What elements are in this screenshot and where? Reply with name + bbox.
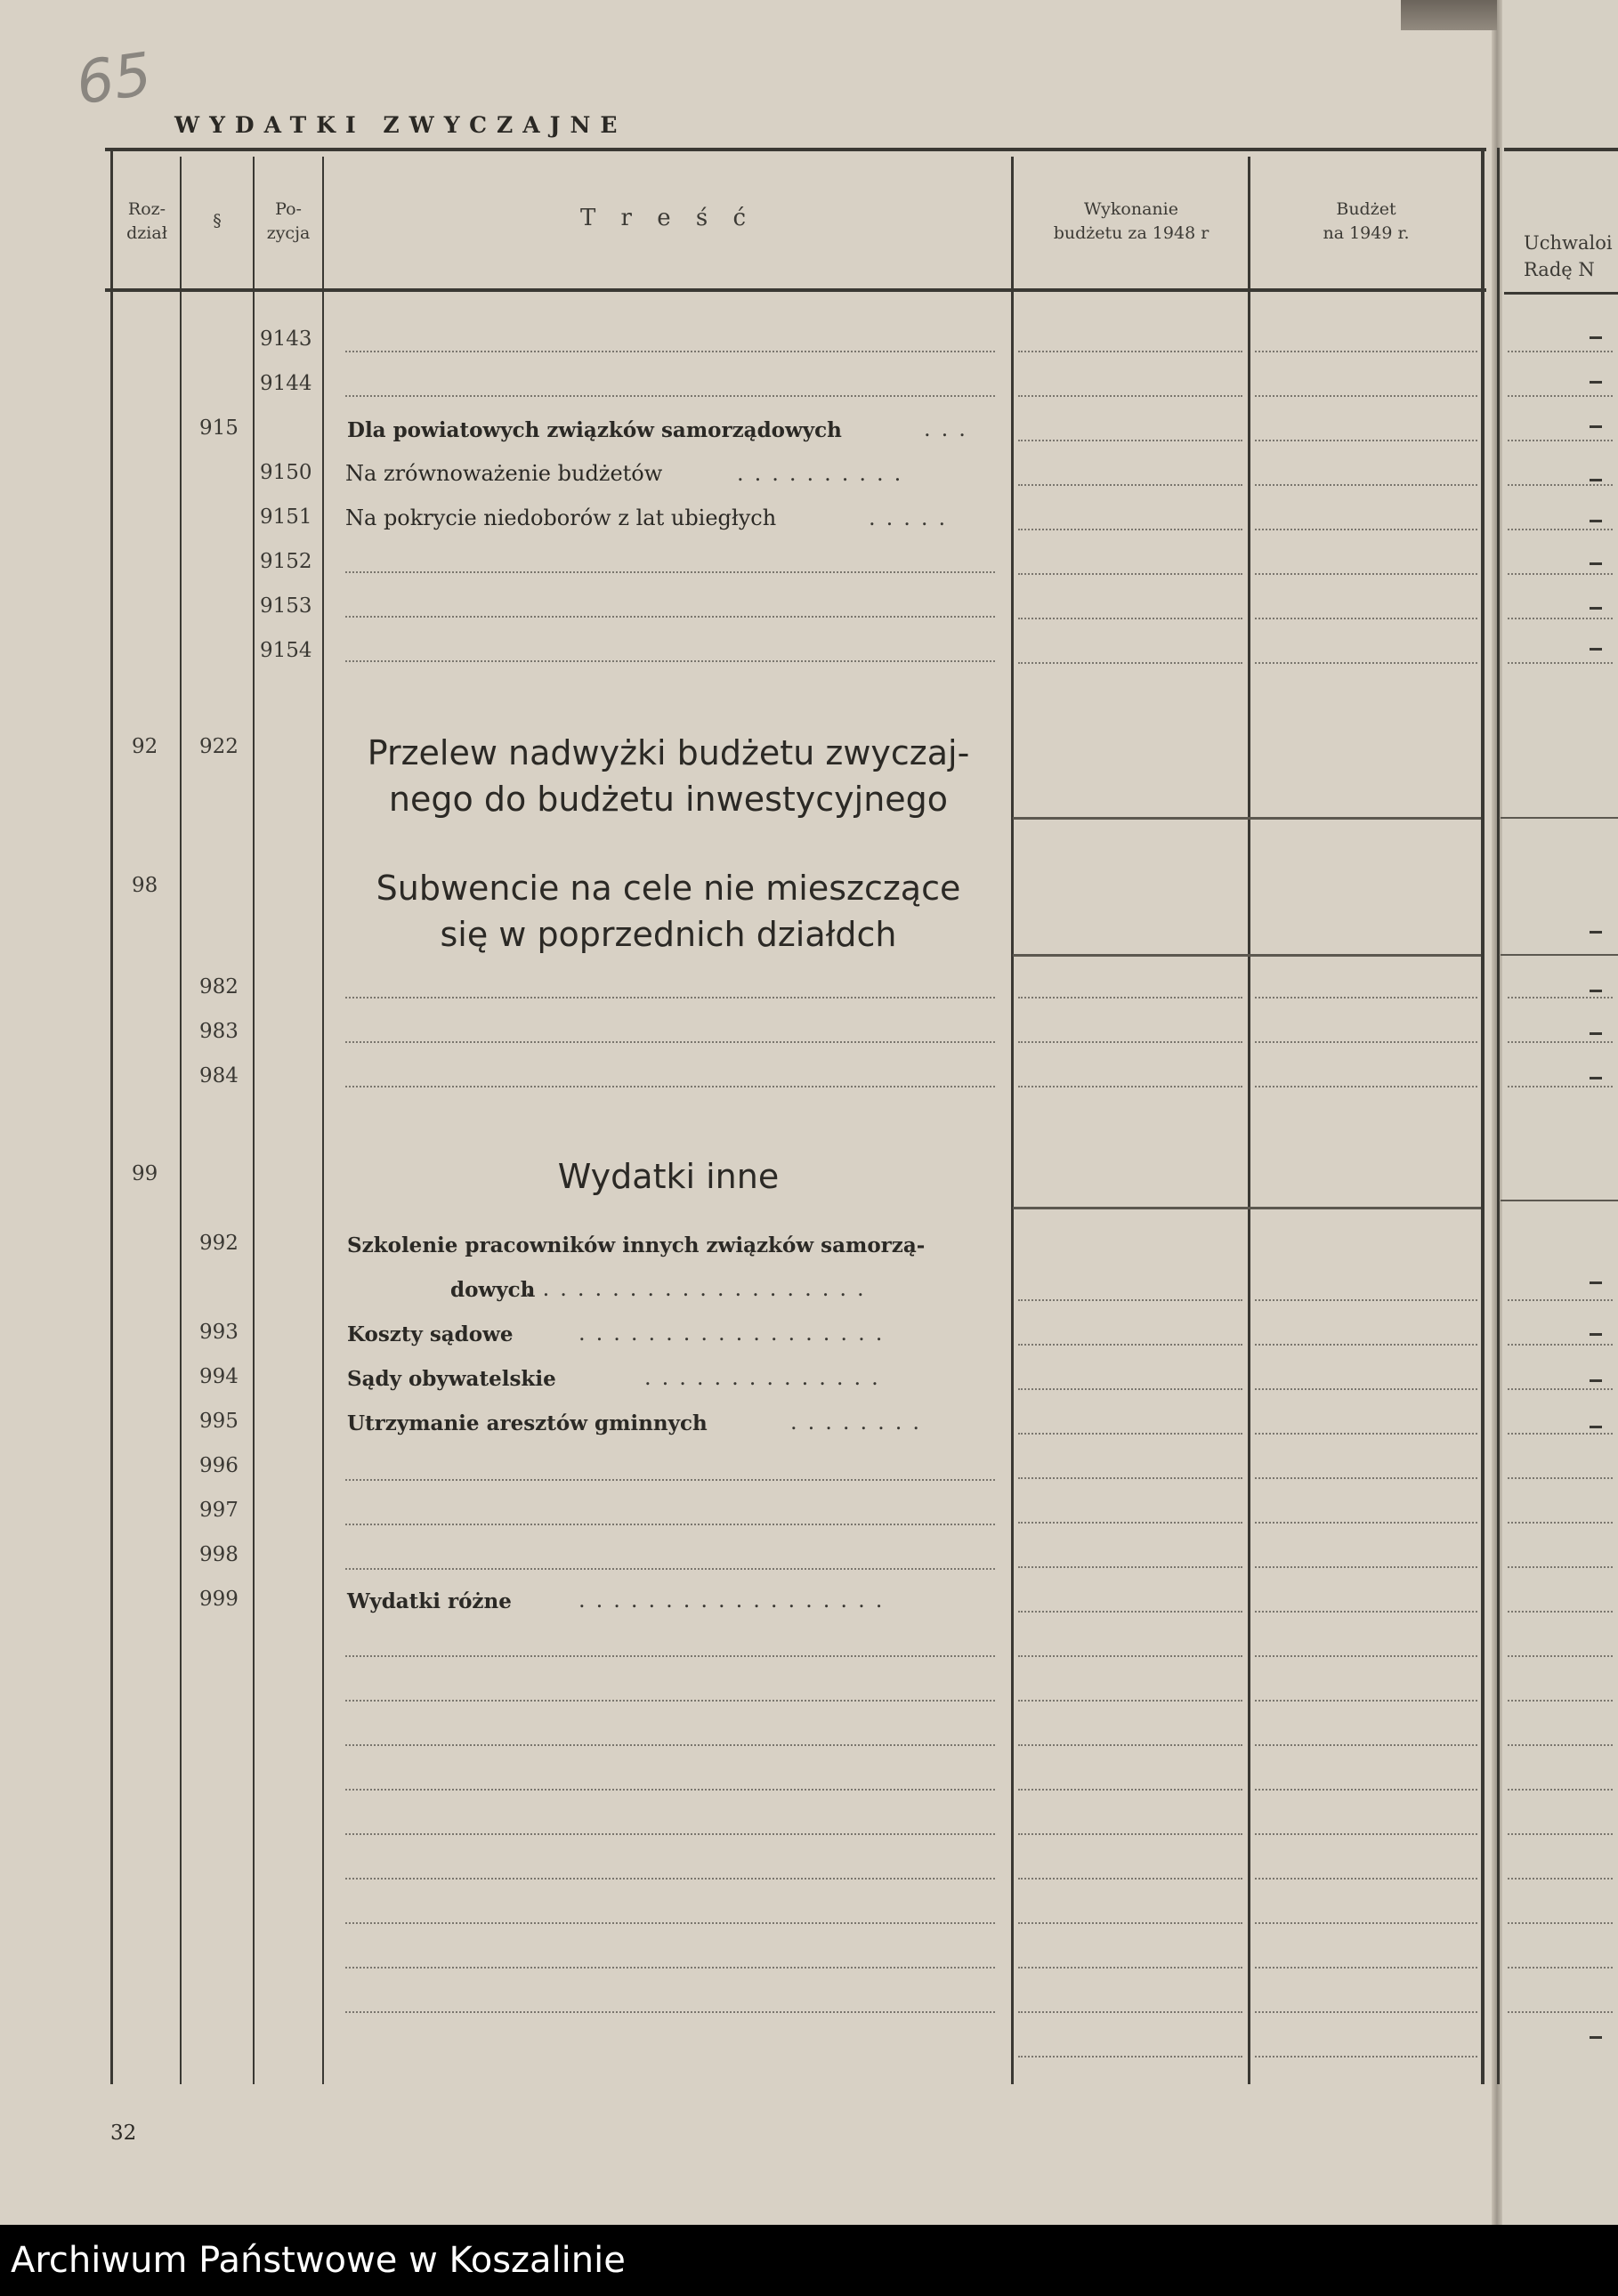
val-rule (1255, 1477, 1477, 1479)
val-rule (1255, 1433, 1477, 1435)
val-rule (1018, 1041, 1242, 1043)
right-rule (1508, 484, 1613, 486)
right-section-98-rule (1501, 954, 1618, 956)
val-rule (1018, 662, 1242, 664)
rule-blank-6 (345, 1878, 995, 1880)
val-rule (1018, 1388, 1242, 1390)
dash-mark (1590, 1426, 1602, 1428)
row-994-text: Sądy obywatelskie (347, 1367, 556, 1391)
pozycja-9154: 9154 (260, 639, 312, 662)
val-rule (1255, 2011, 1477, 2013)
val-rule (1255, 1611, 1477, 1613)
val-rule (1018, 351, 1242, 352)
right-rule (1508, 997, 1613, 998)
rozdzial-98: 98 (132, 874, 158, 897)
paragraf-994: 994 (199, 1365, 239, 1388)
val-rule (1018, 1655, 1242, 1657)
right-rule (1508, 1833, 1613, 1835)
val-rule (1018, 1744, 1242, 1746)
pozycja-9144: 9144 (260, 372, 312, 395)
header-uchwalono: Uchwaloi Radę N (1524, 232, 1613, 280)
handwritten-page-number: 65 (72, 39, 156, 118)
pozycja-9143: 9143 (260, 327, 312, 351)
col-line-6 (1481, 148, 1485, 2084)
right-rule (1508, 1344, 1613, 1346)
val-rule (1018, 1789, 1242, 1791)
dash-mark (1590, 2036, 1602, 2039)
rule-9144 (345, 395, 995, 397)
paragraf-915: 915 (199, 416, 239, 440)
val-rule (1255, 529, 1477, 530)
val-rule (1255, 1344, 1477, 1346)
right-section-99-rule (1501, 1200, 1618, 1201)
col-line-7 (1497, 148, 1500, 2084)
right-rule (1508, 1388, 1613, 1390)
val-rule (1255, 1833, 1477, 1835)
dash-mark (1590, 931, 1602, 934)
right-rule (1508, 1967, 1613, 1969)
row-992-text: Szkolenie pracowników innych związków samorzą- (347, 1233, 926, 1257)
binding-edge (1401, 0, 1497, 30)
val-rule (1255, 1086, 1477, 1087)
val-rule (1018, 2056, 1242, 2058)
leader-dots: .......... (737, 461, 912, 486)
paragraf-984: 984 (199, 1064, 239, 1087)
header-tresc: T r e ś ć (579, 205, 756, 231)
right-rule (1508, 1789, 1613, 1791)
section-92-title: Przelew nadwyżki budżetu zwyczaj- nego do budżetu inwestycyjnego (367, 733, 970, 819)
section-98-rule (1013, 954, 1481, 957)
val-rule (1018, 395, 1242, 397)
col-line-0 (110, 148, 113, 2084)
rule-blank-2 (345, 1700, 995, 1702)
dash-mark (1590, 520, 1602, 522)
val-rule (1255, 1700, 1477, 1702)
header-rozdzial: Roz- dział (126, 199, 167, 243)
rozdzial-92: 92 (132, 735, 158, 758)
right-rule (1508, 573, 1613, 575)
val-rule (1255, 1922, 1477, 1924)
dash-mark (1590, 562, 1602, 565)
val-rule (1018, 1086, 1242, 1087)
dash-mark (1590, 648, 1602, 651)
val-rule (1255, 1967, 1477, 1969)
dash-mark (1590, 1281, 1602, 1284)
leader-dots: ..... (869, 505, 957, 530)
val-rule (1018, 1922, 1242, 1924)
val-rule (1018, 2011, 1242, 2013)
val-rule (1018, 1522, 1242, 1524)
val-rule (1018, 1299, 1242, 1301)
val-rule (1018, 529, 1242, 530)
header-pozycja: Po- zycja (266, 199, 311, 243)
dash-mark (1590, 1379, 1602, 1382)
rule-9143 (345, 351, 995, 352)
right-rule (1508, 1477, 1613, 1479)
header-budzet: Budżet na 1949 r. (1323, 199, 1410, 243)
paragraf-993: 993 (199, 1321, 239, 1344)
val-rule (1255, 2056, 1477, 2058)
val-rule (1255, 1388, 1477, 1390)
paragraf-922: 922 (199, 735, 239, 758)
dash-mark (1590, 381, 1602, 384)
paragraf-997: 997 (199, 1499, 239, 1522)
right-rule (1508, 1744, 1613, 1746)
pozycja-9150: 9150 (260, 461, 312, 484)
val-rule (1018, 618, 1242, 619)
right-rule (1508, 351, 1613, 352)
row-993-text: Koszty sądowe (347, 1322, 514, 1346)
val-rule (1255, 440, 1477, 441)
header-paragraf: § (213, 211, 222, 230)
col-line-5 (1248, 157, 1250, 2084)
val-rule (1255, 1566, 1477, 1568)
row-915-text: Dla powiatowych związków samorządowych (347, 418, 842, 442)
right-rule (1508, 1611, 1613, 1613)
val-rule (1255, 1878, 1477, 1880)
right-rule (1508, 440, 1613, 441)
rule-983 (345, 1041, 995, 1043)
row-992-text-cont: dowych (450, 1278, 536, 1302)
val-rule (1255, 1041, 1477, 1043)
leader-dots: .................. (578, 1321, 894, 1346)
row-9151-text: Na pokrycie niedoborów z lat ubiegłych (345, 505, 777, 530)
col-line-2 (253, 157, 255, 2084)
section-title: WYDATKI ZWYCZAJNE (174, 112, 627, 138)
section-99-title: Wydatki inne (557, 1157, 780, 1196)
header-bottom-border (105, 288, 1486, 292)
right-rule (1508, 1041, 1613, 1043)
table-top-border (105, 148, 1486, 151)
right-header-bottom-border (1504, 292, 1618, 295)
val-rule (1255, 1522, 1477, 1524)
col-line-3 (322, 157, 324, 2084)
rule-997 (345, 1524, 995, 1525)
val-rule (1018, 997, 1242, 998)
rule-996 (345, 1479, 995, 1481)
val-rule (1255, 997, 1477, 998)
val-rule (1018, 573, 1242, 575)
right-rule (1508, 395, 1613, 397)
rule-blank-9 (345, 2011, 995, 2013)
rule-998 (345, 1568, 995, 1570)
dash-mark (1590, 479, 1602, 481)
val-rule (1018, 1433, 1242, 1435)
rule-9154 (345, 660, 995, 662)
right-rule (1508, 1522, 1613, 1524)
paragraf-982: 982 (199, 975, 239, 998)
paragraf-999: 999 (199, 1588, 239, 1611)
leader-dots: .............. (644, 1365, 889, 1390)
rule-9152 (345, 571, 995, 573)
right-rule (1508, 529, 1613, 530)
paragraf-995: 995 (199, 1410, 239, 1433)
val-rule (1018, 1566, 1242, 1568)
dash-mark (1590, 425, 1602, 428)
dash-mark (1590, 1333, 1602, 1336)
right-rule (1508, 1878, 1613, 1880)
dash-mark (1590, 336, 1602, 339)
rule-blank-5 (345, 1833, 995, 1835)
pozycja-9151: 9151 (260, 505, 312, 529)
right-section-92-rule (1501, 817, 1618, 819)
row-9150-text: Na zrównoważenie budżetów (345, 461, 663, 486)
right-page (1502, 0, 1618, 2225)
right-rule (1508, 1433, 1613, 1435)
row-995-text: Utrzymanie aresztów gminnych (347, 1411, 708, 1435)
leader-dots: .................... (525, 1276, 875, 1301)
archive-footer: Archiwum Państwowe w Koszalinie (0, 2225, 1618, 2296)
right-rule (1508, 1922, 1613, 1924)
val-rule (1255, 573, 1477, 575)
val-rule (1018, 1700, 1242, 1702)
leader-dots: ... (924, 416, 976, 441)
right-rule (1508, 1299, 1613, 1301)
rule-982 (345, 997, 995, 998)
right-rule (1508, 662, 1613, 664)
val-rule (1255, 395, 1477, 397)
val-rule (1255, 1744, 1477, 1746)
rule-9153 (345, 616, 995, 618)
rozdzial-99: 99 (132, 1162, 158, 1185)
dash-mark (1590, 1077, 1602, 1079)
right-rule (1508, 1566, 1613, 1568)
val-rule (1255, 662, 1477, 664)
paragraf-996: 996 (199, 1454, 239, 1477)
val-rule (1255, 1655, 1477, 1657)
col-line-4 (1011, 157, 1014, 2084)
paragraf-983: 983 (199, 1020, 239, 1043)
val-rule (1255, 1299, 1477, 1301)
paragraf-992: 992 (199, 1232, 239, 1255)
val-rule (1255, 351, 1477, 352)
val-rule (1018, 1878, 1242, 1880)
col-line-1 (180, 157, 182, 2084)
header-wykonanie: Wykonanie budżetu za 1948 r (1053, 199, 1209, 243)
section-99-rule (1013, 1207, 1481, 1209)
pozycja-9152: 9152 (260, 550, 312, 573)
right-rule (1508, 618, 1613, 619)
right-rule (1508, 1655, 1613, 1657)
val-rule (1255, 1789, 1477, 1791)
val-rule (1018, 1833, 1242, 1835)
val-rule (1018, 1967, 1242, 1969)
val-rule (1255, 618, 1477, 619)
right-rule (1508, 1086, 1613, 1087)
leader-dots: ........ (790, 1410, 931, 1435)
right-rule (1508, 1700, 1613, 1702)
val-rule (1018, 1344, 1242, 1346)
pozycja-9153: 9153 (260, 594, 312, 618)
dash-mark (1590, 607, 1602, 610)
rule-blank-7 (345, 1922, 995, 1924)
paragraf-998: 998 (199, 1543, 239, 1566)
rule-blank-1 (345, 1655, 995, 1657)
page-number: 32 (110, 2122, 137, 2145)
right-table-top-border (1504, 148, 1618, 151)
section-98-title: Subwencie na cele nie mieszczące się w poprzednich działdch (376, 869, 961, 954)
right-rule (1508, 2011, 1613, 2013)
dash-mark (1590, 990, 1602, 992)
val-rule (1018, 1611, 1242, 1613)
dash-mark (1590, 1032, 1602, 1035)
rule-blank-8 (345, 1967, 995, 1969)
rule-blank-4 (345, 1789, 995, 1791)
rule-blank-3 (345, 1744, 995, 1746)
section-92-rule (1013, 817, 1481, 820)
rule-984 (345, 1086, 995, 1087)
row-999-text: Wydatki różne (347, 1589, 512, 1613)
val-rule (1018, 1477, 1242, 1479)
leader-dots: .................. (578, 1588, 894, 1613)
val-rule (1255, 484, 1477, 486)
val-rule (1018, 484, 1242, 486)
val-rule (1018, 440, 1242, 441)
